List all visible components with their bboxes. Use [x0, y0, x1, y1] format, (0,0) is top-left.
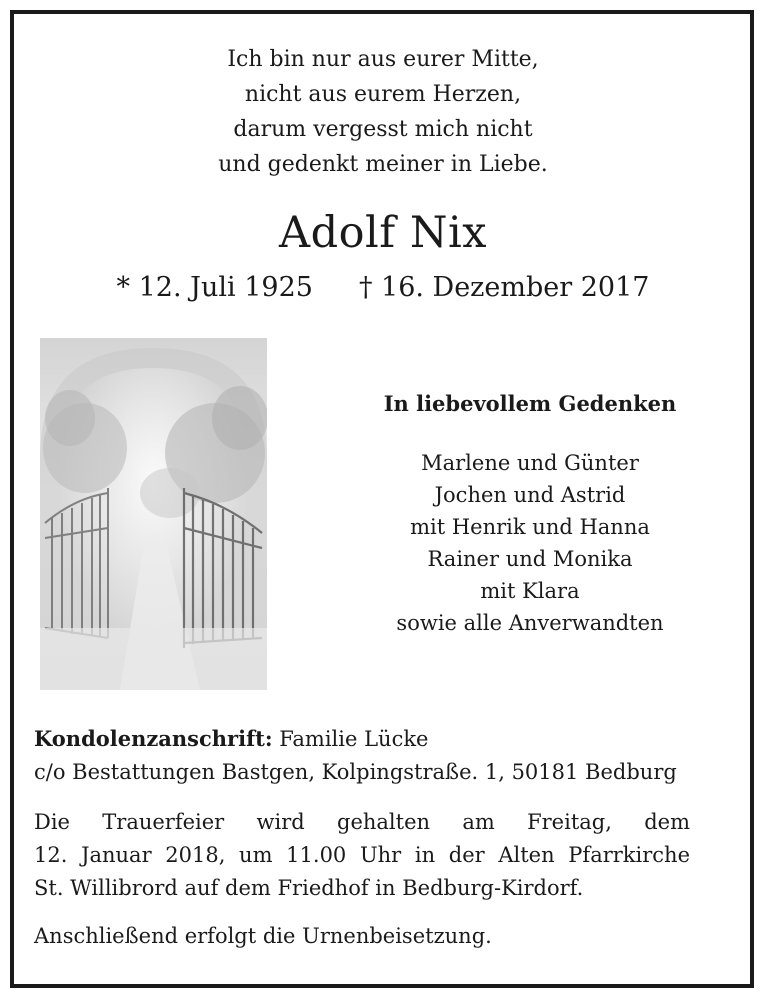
ceremony-info: [34, 806, 690, 905]
mourner-line: sowie alle Anverwandten: [396, 611, 664, 635]
condolence-label: Kondolenzanschrift:: [34, 726, 273, 751]
death-date: † 16. Dezember 2017: [358, 272, 650, 303]
ceremony-line: 12. Januar 2018, um 11.00 Uhr in der Alten Pfarrkirche: [34, 843, 690, 867]
poem-line: nicht aus eurem Herzen,: [244, 82, 522, 107]
mourner-line: Rainer und Monika: [427, 547, 633, 571]
ceremony-line: Die Trauerfeier wird gehalten am Freitag, dem: [34, 810, 690, 834]
cemetery-gate-image: [40, 338, 267, 690]
poem-line: und gedenkt meiner in Liebe.: [218, 152, 548, 177]
mourner-line: Marlene und Günter: [421, 451, 639, 475]
poem: [0, 42, 766, 182]
deceased-name: Adolf Nix: [279, 208, 487, 258]
condolence-street: c/o Bestattungen Bastgen, Kolpingstraße. 1, 50181 Bedburg: [34, 760, 677, 784]
mourners-heading: In liebevollem Gedenken: [383, 391, 677, 416]
mourner-line: mit Henrik und Hanna: [410, 515, 650, 539]
poem-line: Ich bin nur aus eurer Mitte,: [227, 47, 539, 72]
life-dates: [0, 268, 766, 308]
birth-date: * 12. Juli 1925: [116, 272, 313, 303]
mourner-line: mit Klara: [480, 579, 580, 603]
burial-note: Anschließend erfolgt die Urnenbeisetzung.: [34, 924, 492, 948]
condolence-name: Familie Lücke: [279, 727, 429, 751]
condolence-address: [34, 722, 734, 789]
mourner-line: Jochen und Astrid: [434, 483, 626, 507]
poem-line: darum vergesst mich nicht: [233, 117, 533, 142]
ceremony-line: St. Willibrord auf dem Friedhof in Bedburg-Kirdorf.: [34, 876, 584, 900]
mourners-block: [300, 388, 760, 639]
